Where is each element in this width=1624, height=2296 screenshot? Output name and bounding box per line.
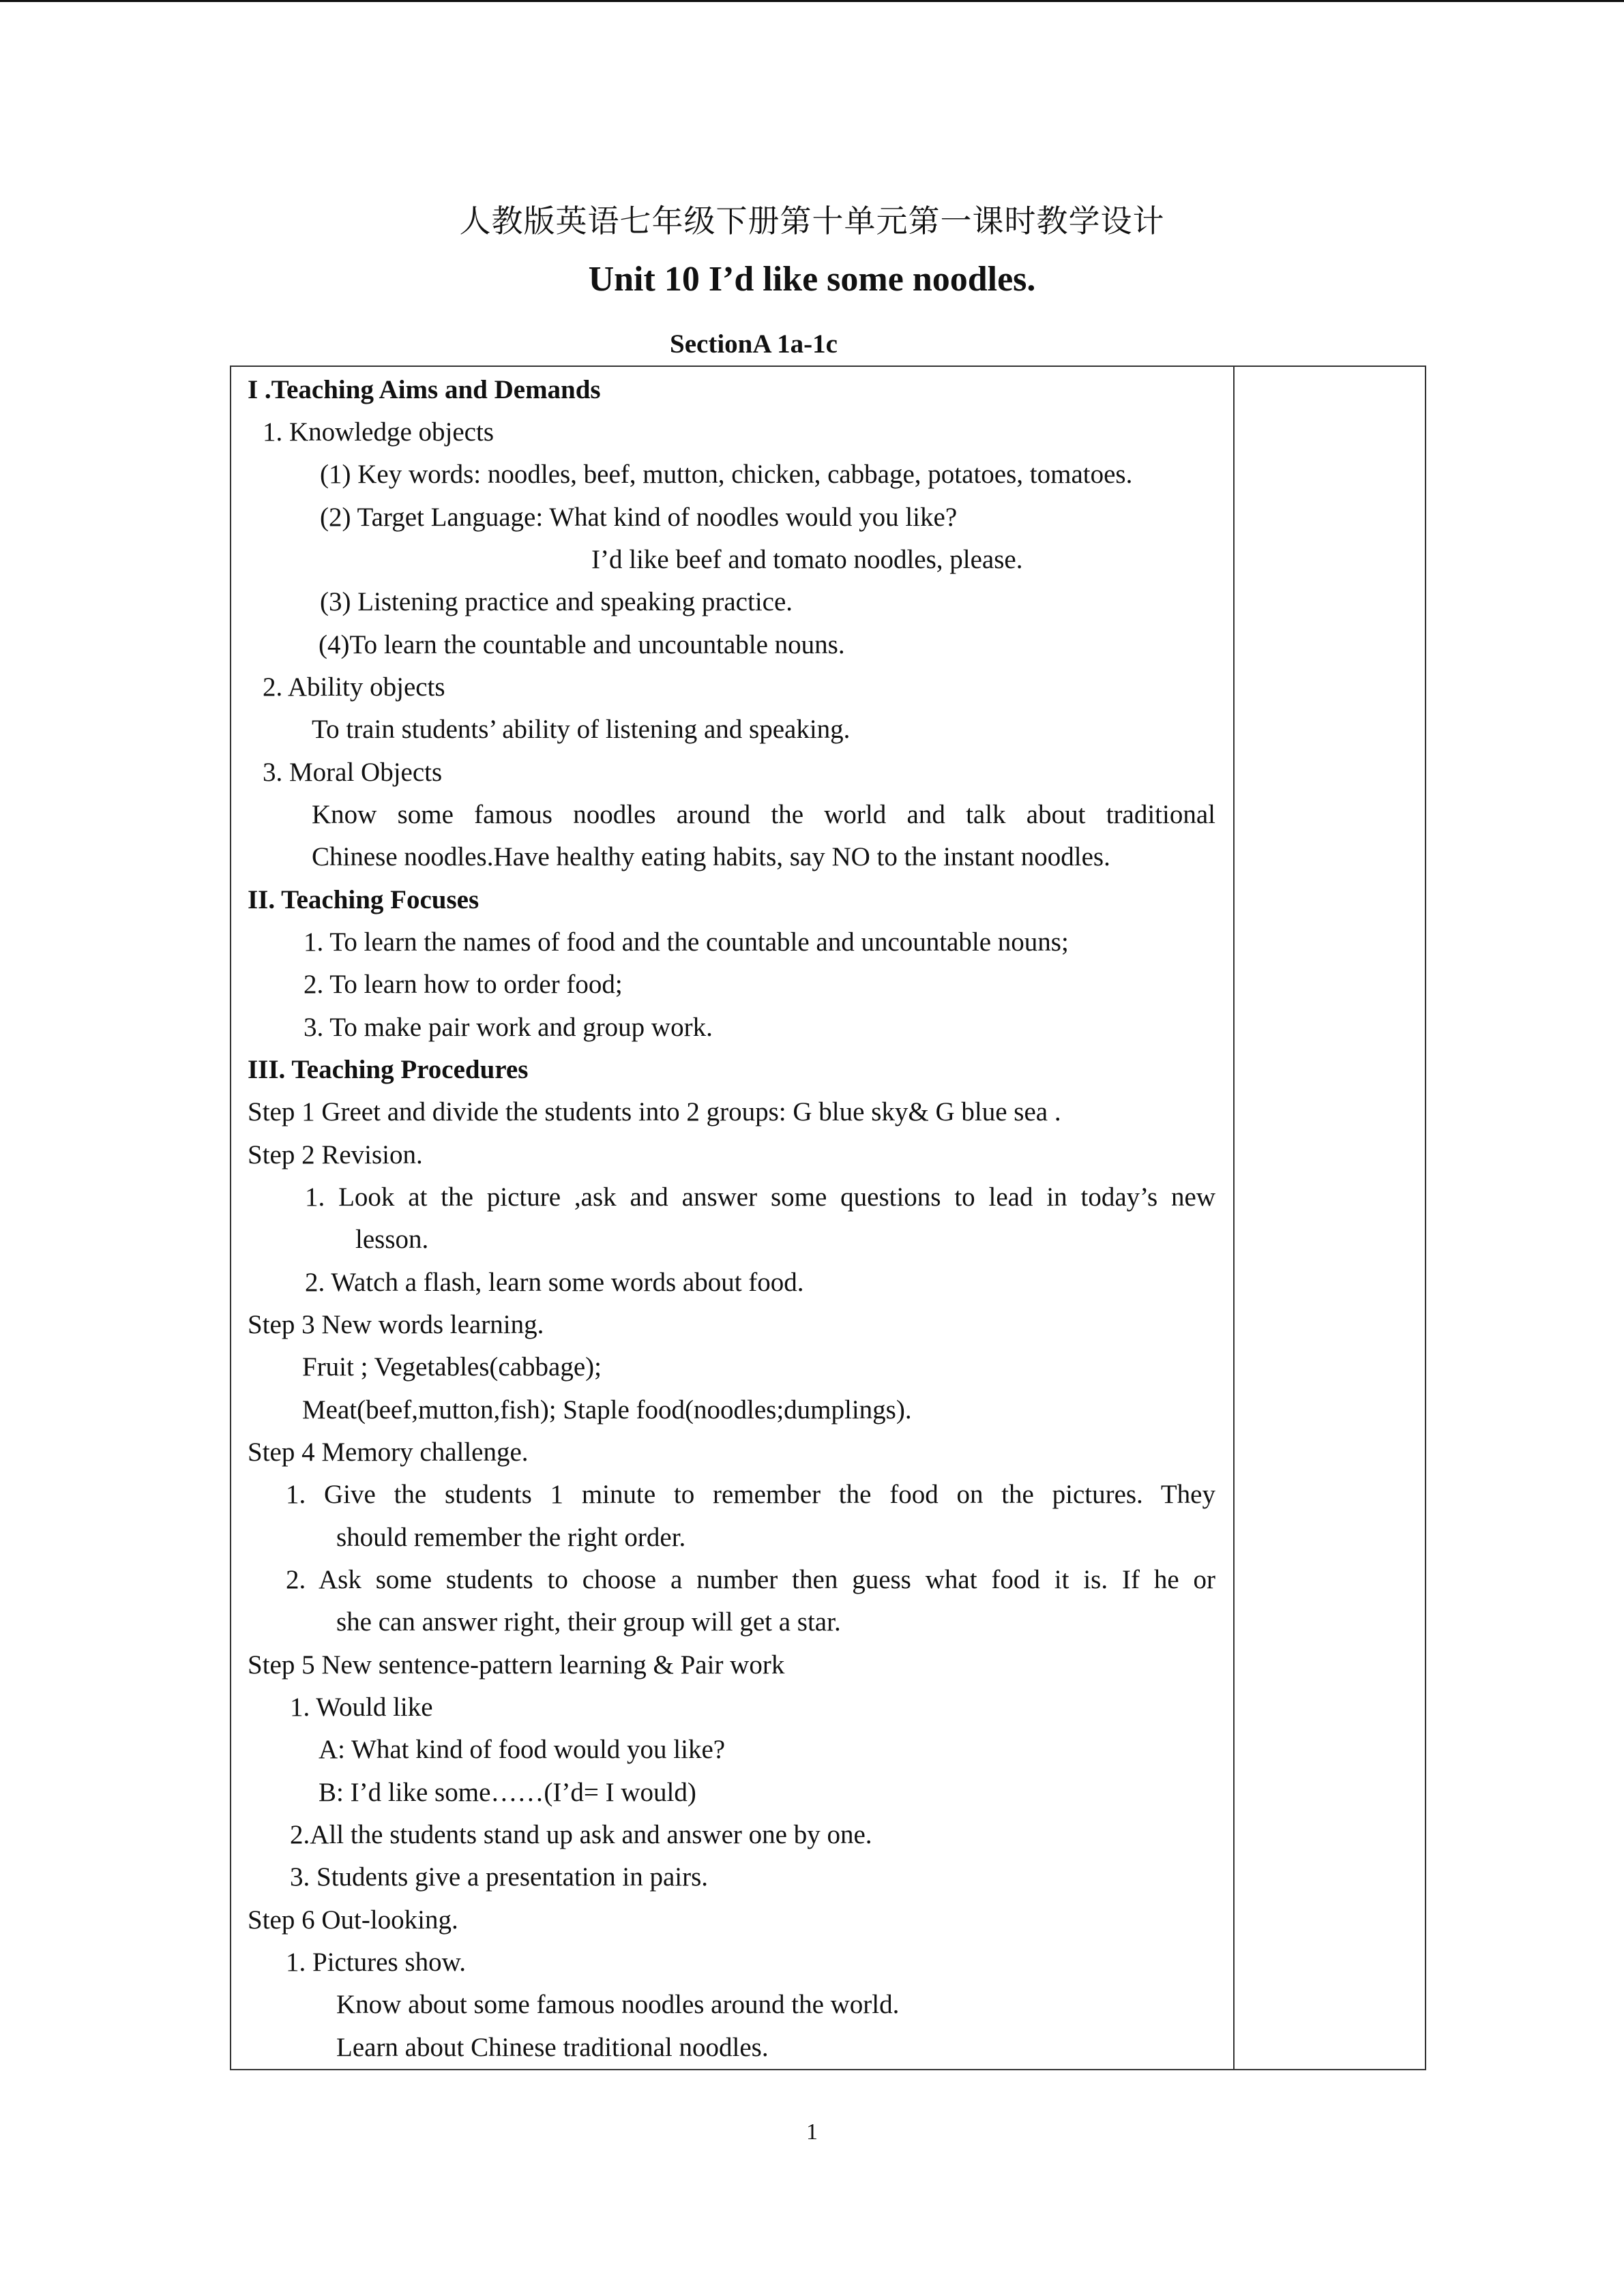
- chinese-title: 人教版英语七年级下册第十单元第一课时教学设计: [459, 203, 1165, 239]
- list-item: I’d like beef and tomato noodles, please.: [591, 545, 1023, 574]
- list-item: 2.All the students stand up ask and answer one by one.: [290, 1820, 872, 1849]
- heading-teaching-aims: I .Teaching Aims and Demands: [248, 375, 601, 404]
- list-item: Fruit ; Vegetables(cabbage);: [302, 1352, 602, 1382]
- list-item: 1. Pictures show.: [286, 1948, 466, 1977]
- step-line: Step 6 Out-looking.: [248, 1905, 458, 1935]
- list-item: 1. Give the students 1 minute to remember the food on the pictures. They: [286, 1480, 1215, 1509]
- list-item: 2. Ability objects: [263, 672, 445, 702]
- list-item: should remember the right order.: [336, 1523, 686, 1552]
- list-item: lesson.: [355, 1225, 429, 1254]
- top-border-line: [0, 0, 1624, 2]
- list-item: 1. Look at the picture ,ask and answer some questions to lead in today’s new: [305, 1182, 1215, 1212]
- list-item: To train students’ ability of listening and speaking.: [312, 715, 851, 744]
- step-line: Step 3 New words learning.: [248, 1310, 544, 1339]
- list-item: 2. Watch a flash, learn some words about food.: [305, 1268, 804, 1297]
- list-item: (2) Target Language: What kind of noodles would you like?: [320, 503, 958, 532]
- list-item: A: What kind of food would you like?: [319, 1735, 726, 1764]
- heading-teaching-focuses: II. Teaching Focuses: [248, 885, 479, 914]
- heading-teaching-procedures: III. Teaching Procedures: [248, 1055, 529, 1084]
- list-item: Know about some famous noodles around the world.: [336, 1990, 900, 2019]
- step-line: Step 2 Revision.: [248, 1140, 423, 1169]
- list-item: B: I’d like some……(I’d= I would): [319, 1778, 696, 1807]
- list-item: 1. Knowledge objects: [263, 417, 494, 447]
- list-item: Meat(beef,mutton,fish); Staple food(noodles;dumplings).: [302, 1395, 912, 1425]
- step-line: Step 1 Greet and divide the students into 2 groups: G blue sky& G blue sea .: [248, 1097, 1061, 1127]
- list-item: (3) Listening practice and speaking practice.: [320, 587, 793, 616]
- list-item: 1. Would like: [290, 1693, 433, 1722]
- list-item: 2. Ask some students to choose a number then guess what food it is. If he or: [286, 1565, 1215, 1594]
- list-item: 1. To learn the names of food and the countable and uncountable nouns;: [304, 927, 1069, 957]
- step-line: Step 5 New sentence-pattern learning & Pair work: [248, 1650, 785, 1680]
- column-divider: [1233, 367, 1235, 2069]
- list-item: 3. To make pair work and group work.: [304, 1013, 713, 1042]
- lesson-plan-table: [230, 366, 1426, 2070]
- section-title: SectionA 1a-1c: [670, 329, 838, 359]
- list-item: she can answer right, their group will get a star.: [336, 1607, 841, 1637]
- page-number: 1: [806, 2119, 818, 2145]
- step-line: Step 4 Memory challenge.: [248, 1437, 529, 1467]
- list-item: 2. To learn how to order food;: [304, 970, 623, 999]
- unit-title: Unit 10 I’d like some noodles.: [588, 260, 1036, 299]
- list-item: Learn about Chinese traditional noodles.: [336, 2033, 769, 2062]
- paragraph-line: Know some famous noodles around the world and talk about traditional: [312, 800, 1215, 829]
- list-item: 3. Moral Objects: [263, 758, 443, 787]
- paragraph-line: Chinese noodles.Have healthy eating habits, say NO to the instant noodles.: [312, 842, 1110, 871]
- list-item: (1) Key words: noodles, beef, mutton, chicken, cabbage, potatoes, tomatoes.: [320, 460, 1133, 489]
- list-item: (4)To learn the countable and uncountable nouns.: [319, 630, 845, 659]
- list-item: 3. Students give a presentation in pairs.: [290, 1862, 709, 1892]
